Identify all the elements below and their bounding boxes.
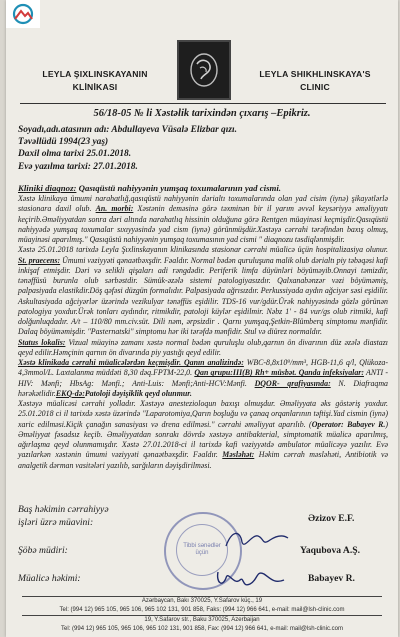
localis-paragraph: Status lokalis: Vizual müayinə zamanı xəstə normal bədən quruluşlu olub,qarnın ön divarının düz əzələ diastazı qeyd edilir.Həmçinin qarnın ön divarında piy yastığı qeyd edilir. <box>18 337 388 357</box>
site-logo-icon <box>6 0 40 28</box>
lab-paragraph: Xəstə klinikada cərrahi müalicələrdən keçmişdir. Qanın analizində: WBC-8,8x10⁹/mm³, HGB-11,6 q/l, Qlükoza-4,3mmol/L. Laxtalanma müddəti 8,30 dəq.FPTM-22,0. Qan qrupu:III(B) Rh+ müsbət. Qanda infeksiyalar: ANTI - HIV: Mənfi; HbsAg: Mənfi.; Anti-Luis: Mənfi;Anti-HCV:Mənfi. DQOR- qrafiyasında: N. Diafraqma hərəkətlidir.EKQ-də:Patoloji dəyişiklik qeyd olunmur. <box>18 358 388 398</box>
clinic-name-en: LEYLA SHIKHLINSKAYA'S CLINIC <box>259 69 371 92</box>
clinic-emblem-icon <box>177 40 231 100</box>
signature-doctor <box>212 564 288 592</box>
letterhead <box>6 30 398 102</box>
stamp-center-text: Tibbi sənədlər üçün <box>176 524 228 576</box>
field-fullname: Soyadı,adı.atasının adı: Abdullayeva Vüsalə Elizbar qızı. <box>18 125 237 135</box>
clinic-name-az: LEYLA ŞIXLINSKAYANIN KLİNİKASI <box>42 69 148 92</box>
status-paragraph: Xəstə 25.01.2018 tarixdə Leyla Şıxlinskayanın klinikasında stasionar cərrahi müalicə üçün hospitalizasiya olunur. St. praecens: Ümumi vəziyyəti qənaətbəxşdir. Fəaldır. Normal bədən quruluşuna malik olub dərialtı piy təbəqəsi kafi inkişaf etmişdir. Dəri və selikli qişaları adi rəngdədir. Periferik limfa düyünləri böyüməyib.Onnayi təmizdir, tənəffüsü burunla olub sərbəstdir. Sümük-əzələ sistemi patologiyasızdır. Qalxanabənzər vəzi böyüməmiş, palpasiyada elastikdir.Döş qəfəsi düzgün formalıdır. Palpasiyada ağrısızdır. Perkussiyada aydın ağciyər səsi eşidilir. Askultasiyada ağciyərlər üzərində vezikulyar tənəffüs eşidilir. TDS-16 vur/gdür.Ürək nahiyyəsində gözlə görünən patologiya yoxdur.Ürək tonları aydındır, ritmikdir, patoloji küylər eşidilmir. Nəbz 1' - 84 vur/gs olub ritmiki, kafi dolğunluqdadır. A/t – 110/80 mm.civ.süt. Dili nəm, ərpsizdir . Qarnı yumşaq,Şetkin-Blümberq simptomu mənfidir. Dalaq böyüməmişdir. "Pasternatski" simptomu hər iki tərəfdə mənfidir. Stul və diürez normaldır. <box>18 245 388 337</box>
document-page <box>6 0 398 637</box>
letterhead-footer: Azərbaycan, Bakı 370025, Y.Safarov küç., 19 Tel: (994 12) 965 105, 965 106, 965 102 131, 901 858, Faks: (994 12) 966 641, e-mail: mail@lsh-clinic.com 19, Y.Safarov str., Baku 370025, Azerbaijan Tel: (994 12) 965 105, 965 106, 965 102 131, 901 858, Fax: (994 12) 966 641, e-mail: mail@lsh-clinic.com <box>6 596 398 634</box>
header-divider <box>20 103 386 104</box>
treatment-paragraph: Xəstəyə müalicəsi cərrahi yolladır. Xəstəyə anestezioloqun baxışı olmuşdur. Əməliyyata əks göstəriş yoxdur. 25.01.2018 ci il tarixdə xəstə üzərində "Laparotomiya,Qarın boşluğu və çanaq orqanlarının təftişi.Yad cismin (iynə) xaric edilməsi.Kiçik çanağın sanasiyası və drena edilməsi." cərrahi əməliyyat aparılıb. (Operator: Babayev R.) Əməliyyat fəsadsız keçib. Əməliyyatdan sonrakı dövrdə xəstəyə antibakterial, simptomatik müalicə aparılmış, ağırlaşma qeyd olunmamışdır. Xəstə 27.01.2018-ci il tarixdə kafi vəziyyətdə ambulator müalicəyə yazılır. Evə yazılarkən xəstənin ümumi vəziyyəti qənaətbəxşdir. Fəaldır. Məsləhət: Həkim cərrah məsləhəti, Antibiotik və analgetik dərman vasitələri yazılıb, sarğıların dəyişdirilməsi. <box>18 399 388 470</box>
diagnosis-line: Kliniki diaqnoz: Qasıqüstü nahiyyənin yumşaq toxumalarının yad cismi. <box>18 183 281 193</box>
field-birth: Təvəllüdü 1994(23 yaş) <box>18 137 109 148</box>
field-discharge: Evə yazılma tarixi: 27.01.2018. <box>18 161 138 172</box>
field-admission: Daxil olma tarixi 25.01.2018. <box>18 149 132 160</box>
signature-head <box>222 526 292 552</box>
patient-fields <box>18 124 388 173</box>
anamnesis-paragraph: Xəstə klinikaya ümumi narahatlığ,qasıqüstü nahiyyənin dərialtı toxumalarında olan yad cisim (iynə) şikayətlərlə stasionara daxil olub. An. morbi: Xəstənin deməsinə görə təxminən bir il yarım əvvəl keysəriyyə əməliyyatı keçirib.Əməliyyatdan sonra dəri altında narahatlıq hissinin olduğuna görə Rentgen müayinəsi keçmişdir.Qasıqüstü nahiyyədə yumşaq toxumalar sıxıyyəsində yad cism (iynə) görünmüşdür.Xəstəyə cərrahi tərəfindən baxış olmuş, müayinəsi aparılmış." Qasıqüstü nahiyyənin yumşaq toxumasının yad cismi " diaqnozu təsdiqlənmişdir. <box>18 194 388 244</box>
epicrisis-body <box>18 183 388 471</box>
document-title: 56/18-05 № li Xəstəlik tarixindən çıxarış –Epikriz. <box>93 108 311 119</box>
signature-block: Baş həkimin cərrahiyyə işləri üzrə müavini: Əzizov E.F. Şöbə müdiri: Yaqubova A.Ş. Müalicə həkimi: Babayev R. <box>18 504 360 584</box>
